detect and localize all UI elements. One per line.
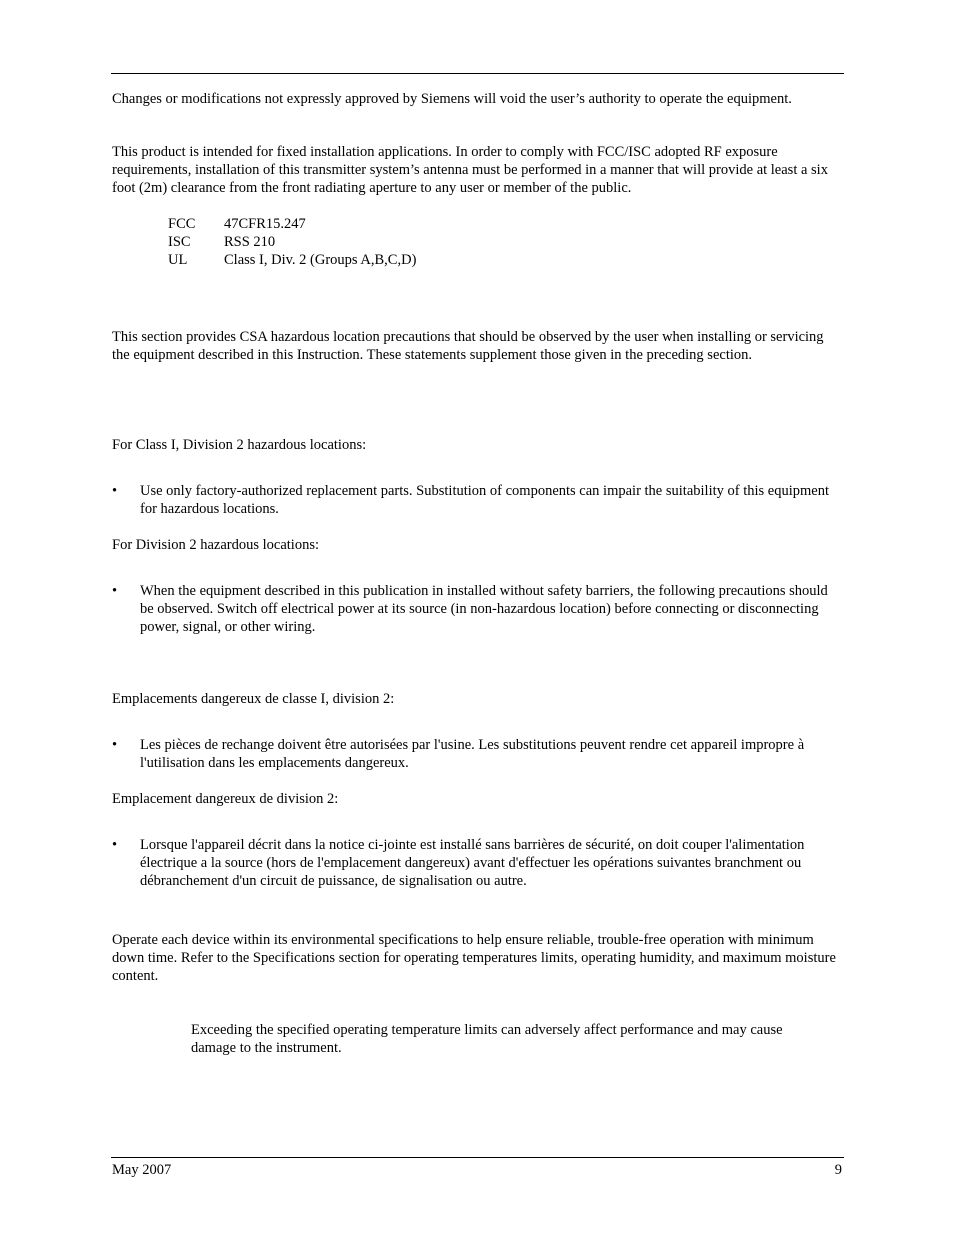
div2-heading: For Division 2 hazardous locations: xyxy=(112,537,320,553)
bullet-marker: • xyxy=(112,583,118,599)
footer-rule xyxy=(111,1157,844,1158)
certification-row-fcc xyxy=(168,215,306,233)
bullet-marker: • xyxy=(112,483,118,499)
certification-value: RSS 210 xyxy=(224,234,276,250)
environment-paragraph: Operate each device within its environmental specifications to help ensure reliable, trouble-free operation with minimum down time. Refer to the Specifications section for operating temperatures limits, operating humidity, and maximum moisture content. xyxy=(112,932,836,984)
footer-date: May 2007 xyxy=(112,1162,172,1178)
header-rule xyxy=(111,73,844,74)
modifications-warning: Changes or modifications not expressly approved by Siemens will void the user’s authority to operate the equipment. xyxy=(112,91,792,107)
bullet-marker: • xyxy=(112,837,118,853)
certification-code: UL xyxy=(168,252,188,268)
class1-heading: For Class I, Division 2 hazardous locations: xyxy=(112,437,367,453)
bullet-text: When the equipment described in this publication in installed without safety barriers, the following precautions should be observed. Switch off electrical power at its source (in non-hazardous location) before connecting or disconnecting power, signal, or other wiring. xyxy=(140,583,828,635)
bullet-marker: • xyxy=(112,737,118,753)
csa-intro-paragraph: This section provides CSA hazardous location precautions that should be observed by the user when installing or servicing the equipment described in this Instruction. These statements supplement those given in the preceding section. xyxy=(112,329,824,363)
french-class1-heading: Emplacements dangereux de classe I, division 2: xyxy=(112,691,395,707)
certification-code: ISC xyxy=(168,234,191,250)
temperature-caution-note: Exceeding the specified operating temperature limits can adversely affect performance and may cause damage to the instrument. xyxy=(191,1022,783,1056)
certification-value: Class I, Div. 2 (Groups A,B,C,D) xyxy=(224,252,417,268)
certification-row-ul xyxy=(168,251,416,269)
bullet-text: Use only factory-authorized replacement parts. Substitution of components can impair the suitability of this equipment for hazardous locations. xyxy=(140,483,829,517)
page-number: 9 xyxy=(834,1162,842,1178)
bullet-text: Les pièces de rechange doivent être autorisées par l'usine. Les substitutions peuvent rendre cet appareil impropre à l'utilisation dans les emplacements dangereux. xyxy=(140,737,805,771)
bullet-text: Lorsque l'appareil décrit dans la notice ci-jointe est installé sans barrières de sécurité, on doit couper l'alimentation électrique a la source (hors de l'emplacement dangereux) avant d'effectuer les opérations suivantes branchment ou débranchement d'un circuit de puissance, de signalisation ou autre. xyxy=(140,837,805,889)
certification-row-isc xyxy=(168,233,275,251)
certification-code: FCC xyxy=(168,216,196,232)
french-div2-heading: Emplacement dangereux de division 2: xyxy=(112,791,339,807)
rf-exposure-paragraph: This product is intended for fixed installation applications. In order to comply with FCC/ISC adopted RF exposure requirements, installation of this transmitter system’s antenna must be performed in a manner that will provide at least a six foot (2m) clearance from the front radiating aperture to any user or member of the public. xyxy=(112,144,828,196)
certification-value: 47CFR15.247 xyxy=(224,216,306,232)
